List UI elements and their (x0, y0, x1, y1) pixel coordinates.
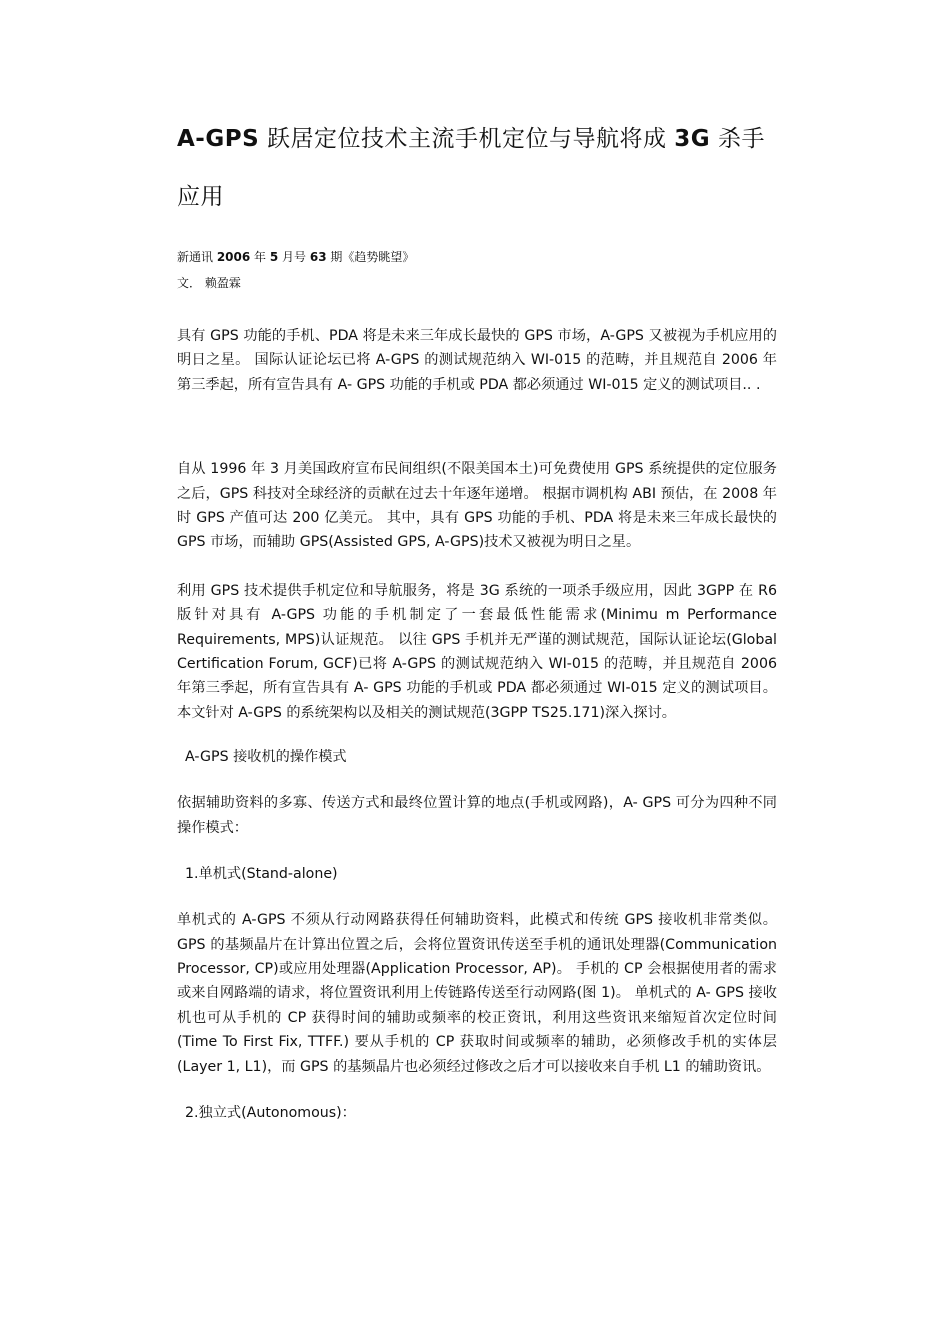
paragraph-modes: 依据辅助资料的多寡、传送方式和最终位置计算的地点(手机或网路)，A- GPS 可分为四种不同操作模式： (177, 795, 777, 836)
document-page (177, 110, 777, 1125)
paragraph-summary: 具有 GPS 功能的手机、PDA 将是未来三年成长最快的 GPS 市场，A-GPS 又被视为手机应用的明日之星。 国际认证论坛已将 A-GPS 的测试规范纳入 WI-015 的范畴，并且规范自 2006 年第三季起，所有宣告具有 A- GPS 功能的手机或 PDA 都必须通过 WI-015 定义的测试项目.. . (177, 328, 777, 393)
article-meta (177, 244, 777, 296)
section-heading-standalone: 1.单机式(Stand-alone) (185, 866, 338, 883)
article-author: 文． 赖盈霖 (177, 276, 241, 290)
paragraph-intro: 自从 1996 年 3 月美国政府宣布民间组织(不限美国本土)可免费使用 GPS 系统提供的定位服务之后，GPS 科技对全球经济的贡献在过去十年逐年递增。 根据市调机构 ABI 预估，在 2008 年时 GPS 产值可达 200 亿美元。 其中，具有 GPS 功能的手机、PDA 将是未来三年成长最快的 GPS 市场，而辅助 GPS(Assisted GPS, A-GPS)技术又被视为明日之星。 (177, 461, 777, 551)
paragraph-standalone: 单机式的 A-GPS 不须从行动网路获得任何辅助资料，此模式和传统 GPS 接收机非常类似。 GPS 的基频晶片在计算出位置之后，会将位置资讯传送至手机的通讯处理器(Communication Processor, CP)或应用处理器(Application Processor, AP)。 手机的 CP 会根据使用者的需求或来自网路端的请求，将位置资讯利用上传链路传送至行动网路(图 1)。 单机式的 A- GPS 接收机也可从手机的 CP 获得时间的辅助或频率的校正资讯，利用这些资讯来缩短首次定位时间(Time To First Fix, TTFF.) 要从手机的 CP 获取时间或频率的辅助，必须修改手机的实体层(Layer 1, L1)，而 GPS 的基频晶片也必须经过修改之后才可以接收来自手机 L1 的辅助资讯。 (177, 912, 777, 1075)
paragraph-3gpp: 利用 GPS 技术提供手机定位和导航服务，将是 3G 系统的一项杀手级应用，因此 3GPP 在 R6 版针对具有 A-GPS 功能的手机制定了一套最低性能需求(Minimu m Performance Requirements, MPS)认证规范。 以往 GPS 手机并无严谨的测试规范，国际认证论坛(Global Certification Forum, GCF)已将 A-GPS 的测试规范纳入 WI-015 的范畴，并且规范自 2006 年第三季起，所有宣告具有 A- GPS 功能的手机或 PDA 都必须通过 WI-015 定义的测试项目。 本文针对 A-GPS 的系统架构以及相关的测试规范(3GPP TS25.171)深入探讨。 (177, 582, 777, 721)
article-title: A-GPS 跃居定位技术主流手机定位与导航将成 3G 杀手应用 (177, 126, 765, 210)
article-source: 新通讯 2006 年 5 月号 63 期《趋势眺望》 (177, 250, 415, 264)
section-heading-autonomous: 2.独立式(Autonomous)： (185, 1104, 356, 1121)
section-heading-modes: A-GPS 接收机的操作模式 (185, 749, 347, 766)
